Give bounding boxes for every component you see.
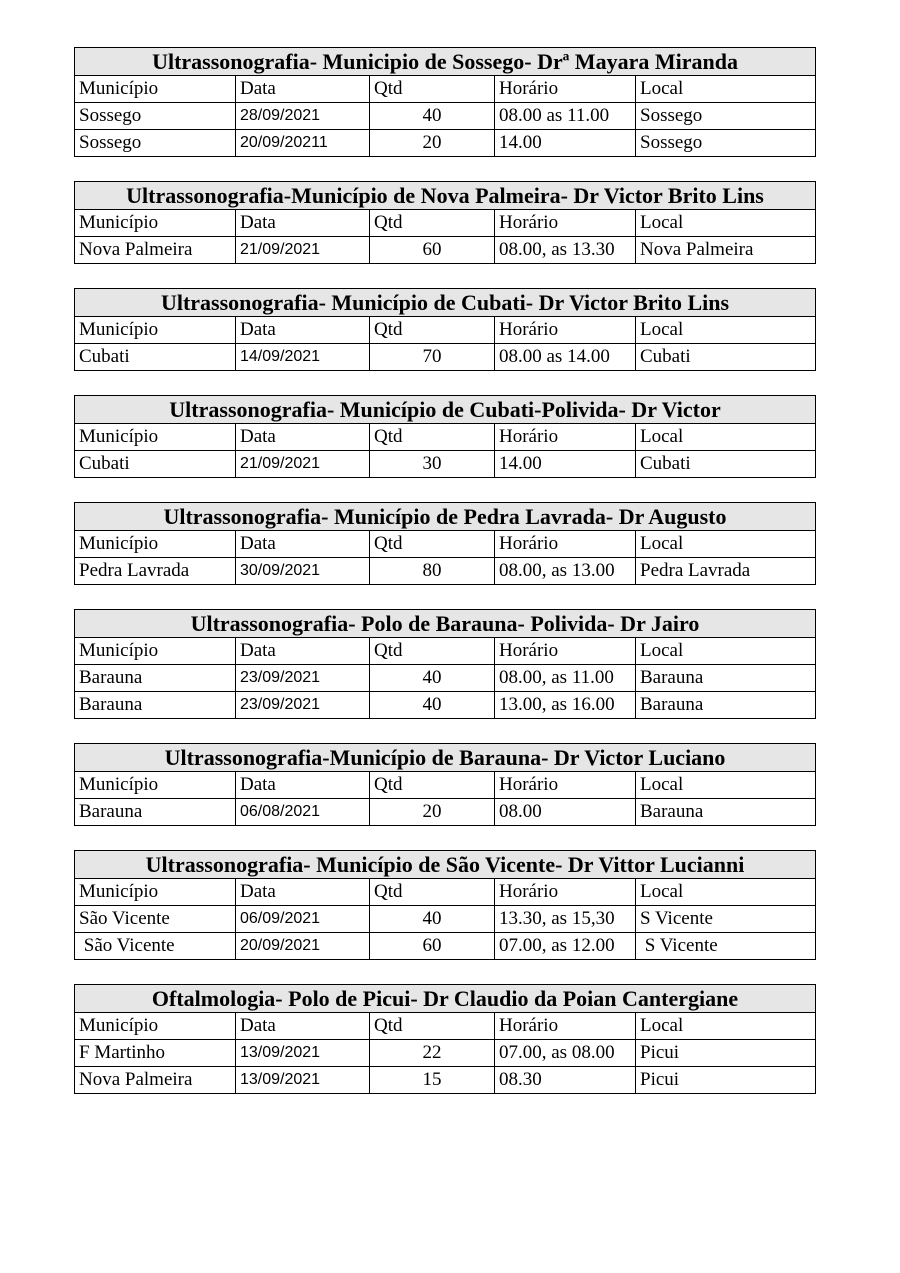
column-header: Local (636, 531, 816, 558)
cell-municipio: Cubati (75, 451, 236, 478)
table-title: Ultrassonografia-Município de Barauna- Dr Victor Luciano (75, 744, 816, 772)
cell-local: S Vicente (636, 906, 816, 933)
column-header: Horário (495, 210, 636, 237)
cell-horario: 08.00 as 14.00 (495, 344, 636, 371)
table-title: Ultrassonografia- Polo de Barauna- Polivida- Dr Jairo (75, 610, 816, 638)
cell-qtd: 40 (370, 665, 495, 692)
column-header: Município (75, 1013, 236, 1040)
column-header: Município (75, 76, 236, 103)
cell-horario: 08.00, as 13.30 (495, 237, 636, 264)
cell-horario: 14.00 (495, 451, 636, 478)
header-row (75, 210, 816, 237)
cell-data: 13/09/2021 (236, 1040, 370, 1067)
cell-horario: 08.30 (495, 1067, 636, 1094)
column-header: Local (636, 1013, 816, 1040)
table-title: Ultrassonografia- Município de Cubati-Polivida- Dr Victor (75, 396, 816, 424)
cell-local: Barauna (636, 692, 816, 719)
cell-local: Picui (636, 1040, 816, 1067)
table-title: Ultrassonografia- Município de São Vicente- Dr Vittor Lucianni (75, 851, 816, 879)
cell-municipio: Pedra Lavrada (75, 558, 236, 585)
cell-horario: 13.30, as 15,30 (495, 906, 636, 933)
cell-horario: 14.00 (495, 130, 636, 157)
cell-data: 21/09/2021 (236, 237, 370, 264)
cell-local: Picui (636, 1067, 816, 1094)
cell-qtd: 15 (370, 1067, 495, 1094)
header-row (75, 638, 816, 665)
column-header: Município (75, 317, 236, 344)
cell-qtd: 40 (370, 906, 495, 933)
cell-municipio: Barauna (75, 692, 236, 719)
cell-data: 20/09/20211 (236, 130, 370, 157)
column-header: Horário (495, 531, 636, 558)
column-header: Horário (495, 772, 636, 799)
column-header: Local (636, 879, 816, 906)
cell-local: Cubati (636, 451, 816, 478)
column-header: Qtd (370, 638, 495, 665)
cell-municipio: Sossego (75, 130, 236, 157)
cell-data: 06/08/2021 (236, 799, 370, 826)
schedule-table (74, 850, 816, 960)
column-header: Município (75, 210, 236, 237)
schedule-table (74, 743, 816, 826)
column-header: Horário (495, 76, 636, 103)
cell-data: 13/09/2021 (236, 1067, 370, 1094)
cell-data: 28/09/2021 (236, 103, 370, 130)
cell-qtd: 80 (370, 558, 495, 585)
table-row (75, 933, 816, 960)
table-row (75, 237, 816, 264)
cell-data: 23/09/2021 (236, 665, 370, 692)
column-header: Município (75, 879, 236, 906)
column-header: Qtd (370, 772, 495, 799)
table-row (75, 103, 816, 130)
column-header: Município (75, 638, 236, 665)
header-row (75, 317, 816, 344)
cell-local: Sossego (636, 130, 816, 157)
cell-municipio: Barauna (75, 799, 236, 826)
cell-qtd: 20 (370, 130, 495, 157)
cell-qtd: 40 (370, 103, 495, 130)
table-title: Ultrassonografia- Município de Pedra Lavrada- Dr Augusto (75, 503, 816, 531)
column-header: Local (636, 638, 816, 665)
cell-municipio: Sossego (75, 103, 236, 130)
cell-municipio: Barauna (75, 665, 236, 692)
header-row (75, 879, 816, 906)
column-header: Local (636, 424, 816, 451)
column-header: Qtd (370, 1013, 495, 1040)
table-title: Ultrassonografia- Município de Cubati- Dr Victor Brito Lins (75, 289, 816, 317)
column-header: Município (75, 531, 236, 558)
column-header: Horário (495, 638, 636, 665)
column-header: Qtd (370, 531, 495, 558)
column-header: Local (636, 76, 816, 103)
header-row (75, 772, 816, 799)
schedule-table (74, 288, 816, 371)
cell-local: Cubati (636, 344, 816, 371)
schedule-table (74, 47, 816, 157)
table-title: Oftalmologia- Polo de Picui- Dr Claudio da Poian Cantergiane (75, 985, 816, 1013)
column-header: Qtd (370, 76, 495, 103)
header-row (75, 424, 816, 451)
column-header: Data (236, 76, 370, 103)
cell-municipio: São Vicente (75, 933, 236, 960)
cell-local: S Vicente (636, 933, 816, 960)
cell-horario: 08.00, as 13.00 (495, 558, 636, 585)
column-header: Qtd (370, 210, 495, 237)
table-row (75, 799, 816, 826)
cell-horario: 08.00 (495, 799, 636, 826)
column-header: Local (636, 772, 816, 799)
table-row (75, 906, 816, 933)
table-row (75, 130, 816, 157)
column-header: Horário (495, 1013, 636, 1040)
column-header: Qtd (370, 317, 495, 344)
schedule-document (74, 47, 815, 1118)
schedule-table (74, 181, 816, 264)
cell-horario: 08.00, as 11.00 (495, 665, 636, 692)
schedule-table (74, 395, 816, 478)
table-row (75, 451, 816, 478)
cell-qtd: 22 (370, 1040, 495, 1067)
column-header: Horário (495, 317, 636, 344)
cell-data: 06/09/2021 (236, 906, 370, 933)
schedule-table (74, 609, 816, 719)
table-row (75, 558, 816, 585)
header-row (75, 76, 816, 103)
cell-local: Barauna (636, 799, 816, 826)
cell-horario: 08.00 as 11.00 (495, 103, 636, 130)
table-row (75, 344, 816, 371)
schedule-table (74, 502, 816, 585)
table-row (75, 1040, 816, 1067)
cell-qtd: 60 (370, 237, 495, 264)
cell-qtd: 70 (370, 344, 495, 371)
column-header: Data (236, 879, 370, 906)
column-header: Horário (495, 879, 636, 906)
column-header: Local (636, 317, 816, 344)
column-header: Data (236, 638, 370, 665)
table-row (75, 692, 816, 719)
cell-qtd: 20 (370, 799, 495, 826)
column-header: Data (236, 317, 370, 344)
column-header: Qtd (370, 879, 495, 906)
cell-data: 30/09/2021 (236, 558, 370, 585)
cell-municipio: Cubati (75, 344, 236, 371)
cell-horario: 13.00, as 16.00 (495, 692, 636, 719)
cell-local: Barauna (636, 665, 816, 692)
schedule-table (74, 984, 816, 1094)
cell-data: 23/09/2021 (236, 692, 370, 719)
cell-municipio: Nova Palmeira (75, 237, 236, 264)
table-row (75, 665, 816, 692)
cell-local: Nova Palmeira (636, 237, 816, 264)
column-header: Data (236, 210, 370, 237)
cell-data: 20/09/2021 (236, 933, 370, 960)
column-header: Município (75, 424, 236, 451)
cell-horario: 07.00, as 08.00 (495, 1040, 636, 1067)
cell-local: Sossego (636, 103, 816, 130)
column-header: Data (236, 531, 370, 558)
cell-horario: 07.00, as 12.00 (495, 933, 636, 960)
column-header: Município (75, 772, 236, 799)
cell-local: Pedra Lavrada (636, 558, 816, 585)
cell-municipio: F Martinho (75, 1040, 236, 1067)
cell-municipio: Nova Palmeira (75, 1067, 236, 1094)
cell-qtd: 60 (370, 933, 495, 960)
column-header: Qtd (370, 424, 495, 451)
cell-qtd: 40 (370, 692, 495, 719)
column-header: Data (236, 772, 370, 799)
cell-qtd: 30 (370, 451, 495, 478)
header-row (75, 1013, 816, 1040)
cell-data: 14/09/2021 (236, 344, 370, 371)
column-header: Horário (495, 424, 636, 451)
column-header: Data (236, 424, 370, 451)
cell-municipio: São Vicente (75, 906, 236, 933)
header-row (75, 531, 816, 558)
table-row (75, 1067, 816, 1094)
table-title: Ultrassonografia-Município de Nova Palmeira- Dr Victor Brito Lins (75, 182, 816, 210)
cell-data: 21/09/2021 (236, 451, 370, 478)
column-header: Local (636, 210, 816, 237)
column-header: Data (236, 1013, 370, 1040)
table-title: Ultrassonografia- Municipio de Sossego- Drª Mayara Miranda (75, 48, 816, 76)
